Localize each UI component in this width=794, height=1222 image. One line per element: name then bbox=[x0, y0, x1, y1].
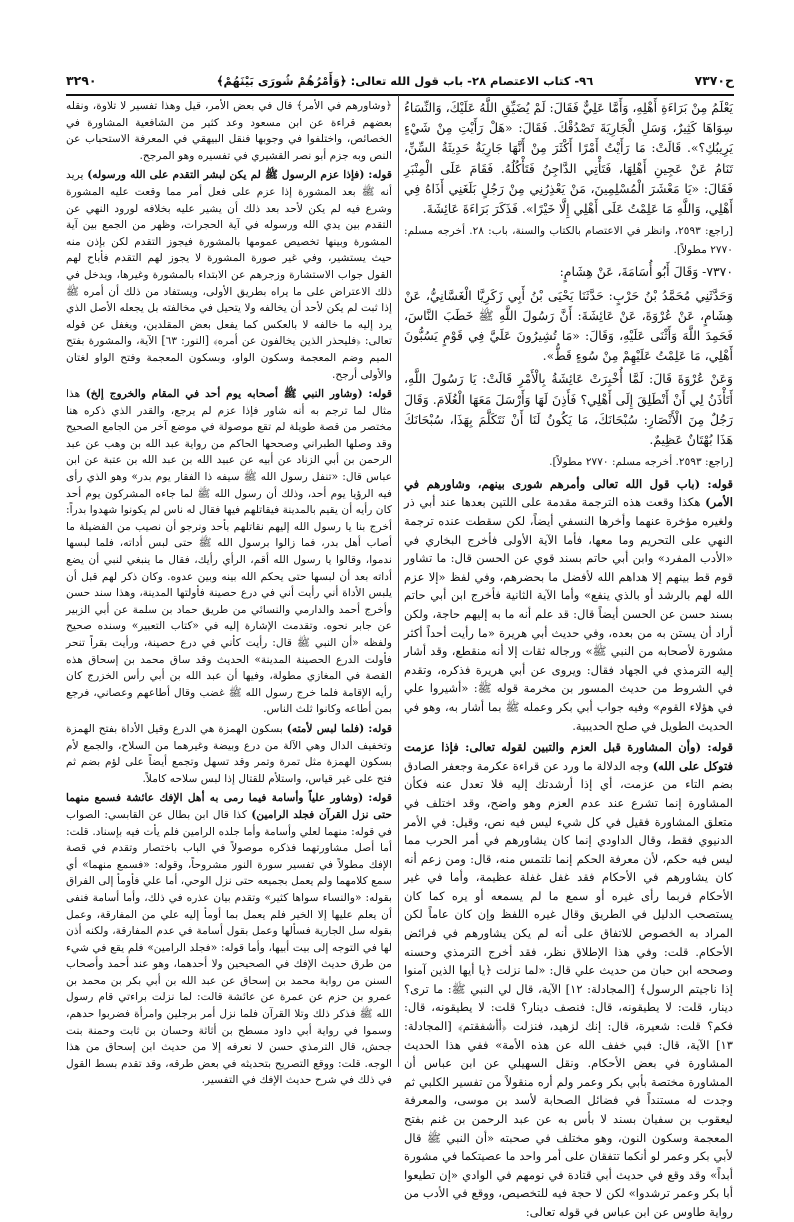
hadith-reference: [راجع: ٢٥٩٣. أخرجه مسلم: ٢٧٧٠ مطولاً]. bbox=[549, 456, 733, 469]
commentary-text: ﴿وشاورهم في الأمر﴾ قال في بعض الأمر، قيل وهذا تفسير لا تلاوة، ونقله بعضهم قراءة عن ابن مسعود وعد كثير من الشافعية المشاورة في الخصائص، واختلفوا في وجوبها فنقل البيهقي في المعرفة الاستحباب عن النص وبه جزم أبو نصر القشيري في تفسيره وهو المرجح. bbox=[66, 99, 392, 162]
commentary-text: يريد أنه ﷺ بعد المشورة إذا عزم على فعل أمر مما وقعت عليه المشورة وشرع فيه لم يكن لأحد بعد ذلك أن يشير عليه بخلافه لورود النهي عن التقدم بين يدي الله ورسوله في آية الحجرات، وظهر من الجمع بين آية المشورة وبينها تخصيص عمومها بالمشورة فيجوز التقدم لكن بإذن منه حيث يستشير، وفي غير صورة المشورة لا يجوز لهم التقدم فأباح لهم القول جواب الاستشارة وزجرهم عن الابتداء بالمشورة وغيرها، ويدخل في ذلك الاعتراض على ما يراه بطريق الأولى، ويستفاد من ذلك أن أمره ﷺ إذا ثبت لم يكن لأحد أن يخالفه ولا يتحيل في مخالفته بل يجعله الأصل الذي يرد إليه ما خالفه لا بالعكس كما يفعل بعض المقلدين، ويغفل عن قوله تعالى: ﴿فليحذر الذين يخالفون عن أمره﴾ [النور: ٦٣] الآية، والمشورة بفتح الميم وضم المعجمة وسكون الواو، وبسكون المعجمة وفتح الواو لغتان والأولى أرجح. bbox=[66, 168, 392, 381]
hadith-text bbox=[404, 286, 733, 367]
hadith-text bbox=[404, 262, 733, 282]
commentary-text: هذا مثال لما ترجم به أنه شاور فإذا عزم لم يرجع، والقدر الذي ذكره هنا مختصر من قصة طويلة لم تقع موصولة في موضع آخر من الجامع الصحيح وقد وصلها الطبراني وصححها الحاكم من رواية عبد الله بن وهب عن عبد الرحمن بن أبي الزناد عن أبيه عن عبيد الله بن عبد الله بن عتبة عن ابن عباس قال: «تنفل رسول الله ﷺ سيفه ذا الفقار يوم بدر» وهو الذي رأى فيه الرؤيا يوم أحد، وذلك أن رسول الله ﷺ لما جاءه المشركون يوم أحد كان رأيه أن يقيم بالمدينة فيقاتلهم فيها فقال له ناس لم يكونوا شهدوا بدراً: أخرج بنا يا رسول الله إليهم نقاتلهم بأحد ونرجو أن نصيب من الفضيلة ما أصاب أهل بدر، فما زالوا برسول الله ﷺ حتى لبس أداته، فلما لبسها ندموا، وقالوا يا رسول الله أقم، الرأي رأيك، فقال ما ينبغي لنبي أن يضع أداته بعد أن لبسها حتى يحكم الله بينه وبين عدوه. وكان ذكر لهم قبل أن يلبس الأداة أني رأيت أني في درع حصينة فأولتها المدينة، وهذا سند حسن وأخرج أحمد والدارمي والنسائي من طريق حماد بن سلمة عن أبي الزبير عن جابر نحوه. وتقدمت الإشارة إليه في «كتاب التعبير» وسنده صحيح ولفظه «أن النبي ﷺ قال: رأيت كأني في درع حصينة، ورأيت بقراً تنحر فأولت الدرع الحصينة المدينة» الحديث وقد ساق محمد بن إسحاق هذه القصة في المغازي مطولة، وفيها أن عبد الله بن أبي رأس الخزرج كان رأيه الإقامة فلما خرج رسول الله ﷺ غضب وقال أطاعهم وعصاني، فرجع بمن أطاعه وكانوا ثلث الناس. bbox=[66, 387, 392, 716]
commentary-heading: قوله: (وأن المشاورة قبل العزم والتبين لقوله تعالى: فإذا عزمت فتوكل على الله) bbox=[404, 740, 733, 773]
commentary-paragraph bbox=[66, 721, 392, 787]
commentary-paragraph bbox=[66, 790, 392, 1089]
hadith-text bbox=[404, 98, 733, 219]
commentary-paragraph bbox=[404, 475, 733, 735]
commentary-paragraph bbox=[66, 386, 392, 718]
hadith-body: وَحَدَّثَنِي مُحَمَّدُ بْنُ حَرْبٍ: حَدَّثَنَا يَحْيَى بْنُ أَبِي زَكَرِيَّا الْغَسَّانِيُّ، عَنْ هِشَامٍ، عَنْ عُرْوَةَ، عَنْ عَائِشَةَ: أَنَّ رَسُولَ اللَّهِ ﷺ خَطَبَ النَّاسَ، فَحَمِدَ اللَّهَ وَأَثْنَى عَلَيْهِ، وَقَالَ: «مَا تُشِيرُونَ عَلَيَّ فِي قَوْمٍ يَسُبُّونَ أَهْلِي، مَا عَلِمْتُ عَلَيْهِمْ مِنْ سُوءٍ قَطُّ». bbox=[404, 287, 733, 364]
column-divider bbox=[398, 95, 399, 1067]
page-number: ٣٢٩٠ bbox=[66, 73, 97, 88]
commentary-paragraph bbox=[66, 167, 392, 383]
commentary-text: هكذا وقعت هذه الترجمة مقدمة على اللتين بعدها عند أبي ذر ولغيره مؤخرة عنهما وأخرها النسفي أيضاً، لكن سقطت عنده ترجمة النهي على التحريم وما معها، فأما الآية الأولى فأخرج البخاري في «الأدب المفرد» وابن أبي حاتم بسند قوي عن الحسن قال: ما تشاور قوم قط بينهم إلا هداهم الله لأفضل ما بحضرهم، وفي لفظ «إلا عزم الله لهم بالرشد أو بالذي ينفع» وأما الآية الثانية فأخرج ابن أبي حاتم بسند حسن عن الحسن أيضاً قال: قد علم أنه ما به إليهم حاجة، ولكن أراد أن يستن به من بعده، وفي حديث أبي هريرة «ما رأيت أحداً أكثر مشورة لأصحابه من النبي ﷺ» ورجاله ثقات إلا أنه منقطع، وقد أشار إليه الترمذي في الجهاد فقال: ويروى عن أبي هريرة فذكره، وتقدم في الشروط من حديث المسور بن مخرمة قوله ﷺ: «أشيروا علي في هؤلاء القوم» وفيه جواب أبي بكر وعمله ﷺ بما أشار به، وهو في الحديث الطويل في صلح الحديبية. bbox=[404, 495, 733, 733]
hadith-body: وَعَنْ عُرْوَةَ قَالَ: لَمَّا أُخْبِرَتْ عَائِشَةُ بِالْأَمْرِ قَالَتْ: يَا رَسُولَ اللَّهِ، أَتَأْذَنُ لِي أَنْ أَنْطَلِقَ إِلَى أَهْلِي؟ فَأَذِنَ لَهَا وَأَرْسَلَ مَعَهَا الْغُلَامَ. وَقَالَ رَجُلٌ مِنَ الْأَنْصَارِ: سُبْحَانَكَ، مَا يَكُونُ لَنَا أَنْ نَتَكَلَّمَ بِهَذَا، سُبْحَانَكَ هَذَا بُهْتَانٌ عَظِيمٌ. bbox=[404, 371, 733, 448]
commentary-text: بسكون الهمزة هي الدرع وقيل الأداة بفتح الهمزة وتخفيف الدال وهي الآلة من درع وبيضة وغيرهما من السلاح، والجمع لأم بسكون الهمزة مثل تمرة وتمر وقد تسهل وتجمع أيضاً على لؤم بضم ثم فتح على غير قياس، واستلأم للقتال إذا لبس سلاحه كاملاً. bbox=[66, 721, 392, 785]
commentary-heading: قوله: (فلما لبس لأمته) bbox=[286, 721, 392, 735]
running-header bbox=[66, 72, 734, 96]
commentary-paragraph bbox=[404, 738, 733, 1221]
commentary-heading: قوله: (وشاور النبي ﷺ أصحابه يوم أحد في المقام والخروج إلخ) bbox=[85, 387, 392, 401]
commentary-paragraph bbox=[66, 98, 392, 164]
hadith-reference: [راجع: ٢٥٩٣، وانظر في الاعتصام بالكتاب والسنة، باب: ٢٨. أخرجه مسلم: ٢٧٧٠ مطولاً]. bbox=[404, 225, 733, 256]
hadith-text bbox=[404, 369, 733, 450]
hadith-body: يَعْلَمُ مِنْ بَرَاءَةِ أَهْلِهِ، وَأَمَّا عَلِيٌّ فَقَالَ: لَمْ يُضَيِّقِ اللَّهُ عَلَيْكَ، وَالنِّسَاءُ سِوَاهَا كَثِيرٌ، وَسَلِ الْجَارِيَةَ تَصْدُقْكَ. فَقَالَ: «هَلْ رَأَيْتِ مِنْ شَيْءٍ يَرِيبُكِ؟». قَالَتْ: مَا رَأَيْتُ أَمْرًا أَكْثَرَ مِنْ أَنَّهَا جَارِيَةٌ حَدِيثَةُ السِّنِّ، تَنَامُ عَنْ عَجِينِ أَهْلِهَا، فَتَأْتِي الدَّاجِنُ فَتَأْكُلُهُ. فَقَامَ عَلَى الْمِنْبَرِ فَقَالَ: «يَا مَعْشَرَ الْمُسْلِمِينَ، مَنْ يَعْذِرُنِي مِنْ رَجُلٍ بَلَغَنِي أَذَاهُ فِي أَهْلِي، وَاللَّهِ مَا عَلِمْتُ عَلَى أَهْلِي إِلَّا خَيْرًا». فَذَكَرَ بَرَاءَةَ عَائِشَةَ. bbox=[404, 100, 733, 217]
commentary-text: وجه الدلالة ما ورد عن قراءة عكرمة وجعفر الصادق بضم التاء من عزمت، أي إذا أرشدتك إليه فلا تعدل عنه فكأن المشاورة إنما تشرع عند عدم العزم وهو واضح، وقد اختلف في متعلق المشاورة فقيل في كل شيء ليس فيه نص، وقيل: في الأمر الدنيوي فقط، وقال الداودي إنما كان يشاورهم في أمر الحرب مما ليس فيه حكم، لأن معرفة الحكم إنما تلتمس منه، قال: ومن زعم أنه كان يشاورهم في الأحكام فقد غفل غفلة عظيمة، وأما في غير الأحكام فربما رأى غيره أو سمع ما لم يسمعه أو يره كما كان يستصحب الدليل في الطريق وقال غيره اللفظ وإن كان عاماً لكن المراد به الخصوص للاتفاق على أنه لم يكن يشاورهم في فرائض الأحكام. قلت: وفي هذا الإطلاق نظر، فقد أخرج الترمذي وحسنه وصححه ابن حبان من حديث علي قال: «لما نزلت ﴿يا أيها الذين آمنوا إذا ناجيتم الرسول﴾ [المجادلة: ١٢] الآية، قال لي النبي ﷺ: ما ترى؟ دينار، قلت: لا يطيقونه، قال: فنصف دينار؟ قلت: لا يطيقونه، قال: فكم؟ قلت: شعيرة، قال: إنك لزهيد، فنزلت ﴿أأشفقتم﴾ [المجادلة: ١٣] الآية، قال: فبي خفف الله عن هذه الأمة» ففي هذا الحديث المشاورة في بعض الأحكام. ونقل السهيلي عن ابن عباس أن المشاورة مختصة بأبي بكر وعمر ولم أره منقولاً من تفسير الكلبي ثم وجدت له مستنداً في فضائل الصحابة لأسد بن موسى، والمعرفة ليعقوب بن سفيان بسند لا بأس به عن عبد الرحمن بن غنم بفتح المعجمة وسكون النون، وهو مختلف في صحبته «أن النبي ﷺ قال لأبي بكر وعمر لو أنكما تتفقان على أمر واحد ما عصيتكما في مشورة أبداً» وقد وقع في حديث أبي قتادة في نومهم في الوادي «إن تطيعوا أبا بكر وعمر ترشدوا» لكن لا حجة فيه للتخصيص، ووقع في الأدب من رواية طاوس عن ابن عباس في قوله تعالى: bbox=[404, 758, 734, 1219]
commentary-heading: قوله: (فإذا عزم الرسول ﷺ لم يكن لبشر التقدم على الله ورسوله) bbox=[87, 168, 392, 182]
commentary-text: كذا قال ابن بطال عن القابسي: الصواب في قوله: منهما لعلي وأسامة وأما جلده الرامين فلم يأت فيه بإسناد. قلت: أما أصل مشاورتهما فذكره موصولاً في الباب باختصار وتقدم في قصة الإفك مطولاً في تفسير سورة النور مشروحاً، وقوله: «فسمع منهما» أي سمع كلامهما ولم يعمل بجميعه حتى نزل الوحي، أما علي فأومأ إلى الفراق بقوله: «والنساء سواها كثير» وتقدم بيان عذره في ذلك، وأما أسامة فنفى أن يعلم عليها إلا الخير فلم يعمل بما أومأ إليه علي من المفارقة، وعمل بقوله سل الجارية فسألها وعمل بقول أسامة في عدم المفارقة، ولكنه أذن لها في التوجه إلى بيت أبيها، وأما قوله: «فجلد الرامين» فلم يقع في شيء من طرق حديث الإفك في الصحيحين ولا أحدهما، وهو عند أحمد وأصحاب السنن من رواية محمد بن إسحاق عن عبد الله بن أبي بكر بن محمد بن عمرو بن حزم عن عمرة عن عائشة قالت: لما نزلت براءتي قام رسول الله ﷺ فذكر ذلك وتلا القرآن فلما نزل أمر برجلين وامرأة فضربوا حدهم، وسموا في رواية أبي داود مسطح بن أثاثة وحسان بن ثابت وحمنة بنت جحش، قال الترمذي حسن لا نعرفه إلا من حديث ابن إسحاق من هذا الوجه. قلت: ووقع التصريح بتحديثه في بعض طرقه، وقد تقدم بسط القول في ذلك في شرح حديث الإفك في التفسير. bbox=[66, 807, 392, 1087]
left-column bbox=[66, 98, 392, 1087]
commentary-heading: قوله: (وشاور علياً وأسامة فيما رمى به أهل الإفك عائشة فسمع منهما حتى نزل القرآن فجلد الرامين) bbox=[66, 791, 392, 821]
commentary-heading: قوله: (باب قول الله تعالى وأمرهم شورى بينهم، وشاورهم في الأمر) bbox=[404, 476, 734, 510]
hadith-body: ٧٣٧٠- وَقَالَ أَبُو أُسَامَةَ، عَنْ هِشَامٍ: bbox=[559, 264, 733, 280]
hadith-number-range: ح٧٣٧٠ bbox=[694, 73, 734, 88]
chapter-title: ٩٦- كتاب الاعتصام ٢٨- باب قول الله تعالى: ﴿وَأَمْرُهُمْ شُورَى بَيْنَهُمْ﴾ bbox=[216, 74, 594, 88]
right-column bbox=[404, 98, 734, 1219]
